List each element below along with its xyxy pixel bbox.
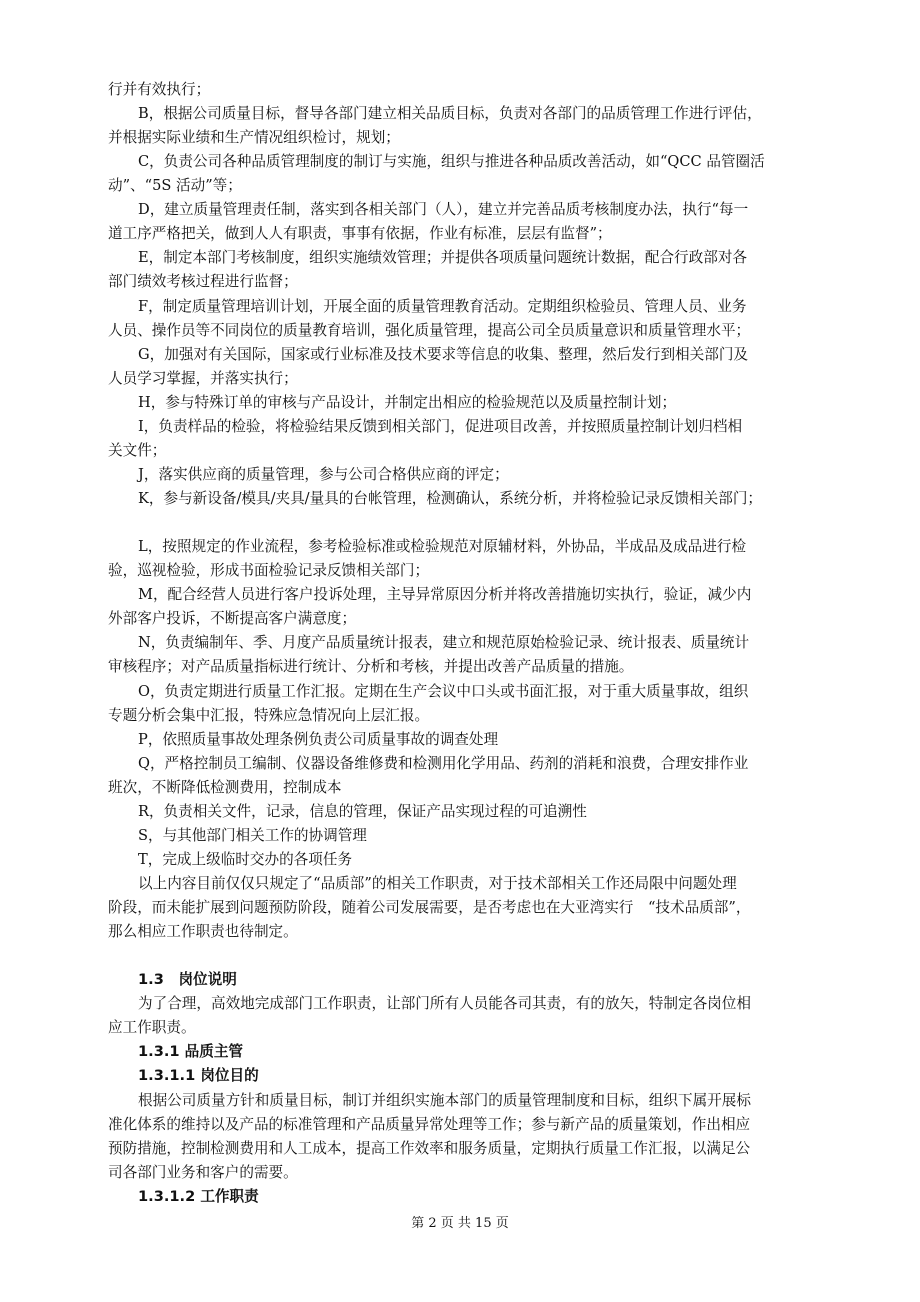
text-line: 阶段，而未能扩展到问题预防阶段，随着公司发展需要，是否考虑也在大亚湾实行 “技术品质部”， [108, 899, 751, 916]
text-line: 应工作职责。 [108, 1019, 196, 1036]
text-line: 班次，不断降低检测费用，控制成本 [108, 779, 342, 796]
text-line: 验，巡视检验，形成书面检验记录反馈相关部门； [108, 562, 430, 579]
text-line: G，加强对有关国际，国家或行业标准及技术要求等信息的收集、整理，然后发行到相关部门及 [138, 346, 749, 363]
text-line: M，配合经营人员进行客户投诉处理，主导异常原因分析并将改善措施切实执行，验证，减少内 [138, 586, 752, 603]
text-line: D，建立质量管理责任制，落实到各相关部门（人），建立并完善品质考核制度办法，执行“每一 [138, 201, 749, 218]
text-line: I，负责样品的检验，将检验结果反馈到相关部门，促进项目改善，并按照质量控制计划归档相 [138, 418, 743, 435]
section-heading: 1.3.1 品质主管 [138, 1043, 244, 1060]
text-line: 动”、“5S 活动”等； [108, 177, 242, 194]
text-line: O，负责定期进行质量工作汇报。定期在生产会议中口头或书面汇报，对于重大质量事故，组织 [138, 683, 749, 700]
text-line: L，按照规定的作业流程，参考检验标准或检验规范对原辅材料，外协品，半成品及成品进行检 [138, 538, 747, 555]
text-line: Q，严格控制员工编制、仪器设备维修费和检测用化学用品、药剂的消耗和浪费，合理安排作业 [138, 755, 749, 772]
text-line: 关文件； [108, 442, 167, 459]
text-line: 审核程序；对产品质量指标进行统计、分析和考核，并提出改善产品质量的措施。 [108, 658, 634, 675]
text-line: 那么相应工作职责也待制定。 [108, 923, 298, 940]
text-line: 专题分析会集中汇报，特殊应急情况向上层汇报。 [108, 707, 430, 724]
section-heading: 1.3.1.1 岗位目的 [138, 1067, 259, 1084]
text-line: 人员、操作员等不同岗位的质量教育培训，强化质量管理，提高公司全员质量意识和质量管理水平； [108, 322, 751, 339]
text-line: 预防措施，控制检测费用和人工成本，提高工作效率和服务质量，定期执行质量工作汇报，以满足公 [108, 1140, 751, 1157]
text-line: 司各部门业务和客户的需要。 [108, 1164, 298, 1181]
text-line: 准化体系的维持以及产品的标准管理和产品质量异常处理等工作；参与新产品的质量策划，作出相应 [108, 1116, 751, 1133]
text-line: S，与其他部门相关工作的协调管理 [138, 827, 367, 844]
text-line: T，完成上级临时交办的各项任务 [138, 851, 353, 868]
text-line: B，根据公司质量目标，督导各部门建立相关品质目标，负责对各部门的品质管理工作进行评估， [138, 105, 762, 122]
section-heading: 1.3.1.2 工作职责 [138, 1188, 259, 1205]
text-line: P，依照质量事故处理条例负责公司质量事故的调查处理 [138, 731, 499, 748]
text-line: N，负责编制年、季、月度产品质量统计报表，建立和规范原始检验记录、统计报表、质量统计 [138, 634, 750, 651]
text-line: E，制定本部门考核制度，组织实施绩效管理；并提供各项质量问题统计数据，配合行政部对各 [138, 249, 748, 266]
text-line: 以上内容目前仅仅只规定了“品质部”的相关工作职责，对于技术部相关工作还局限中问题处理 [138, 875, 737, 892]
text-line: K，参与新设备/模具/夹具/量具的台帐管理，检测确认，系统分析，并将检验记录反馈相关部门； [138, 490, 763, 507]
text-line: 道工序严格把关，做到人人有职责，事事有依据，作业有标准，层层有监督”； [108, 225, 612, 242]
text-line: 人员学习掌握，并落实执行； [108, 370, 298, 387]
text-line: C，负责公司各种品质管理制度的制订与实施，组织与推进各种品质改善活动，如“QCC 品管圈活 [138, 153, 765, 170]
text-line: 行并有效执行； [108, 81, 211, 98]
text-line: F，制定质量管理培训计划，开展全面的质量管理教育活动。定期组织检验员、管理人员、业务 [138, 298, 747, 315]
text-line: 部门绩效考核过程进行监督； [108, 273, 298, 290]
text-line: 外部客户投诉，不断提高客户满意度； [108, 610, 357, 627]
text-line: 并根据实际业绩和生产情况组织检讨，规划； [108, 129, 400, 146]
page-footer: 第 2 页 共 15 页 [411, 1216, 509, 1231]
text-line: R，负责相关文件，记录，信息的管理，保证产品实现过程的可追溯性 [138, 803, 587, 820]
text-line: 根据公司质量方针和质量目标，制订并组织实施本部门的质量管理制度和目标，组织下属开展标 [138, 1092, 751, 1109]
text-line: 为了合理，高效地完成部门工作职责，让部门所有人员能各司其责，有的放矢，特制定各岗位相 [138, 995, 751, 1012]
text-line: H，参与特殊订单的审核与产品设计，并制定出相应的检验规范以及质量控制计划； [138, 394, 677, 411]
text-line: J，落实供应商的质量管理，参与公司合格供应商的评定； [138, 466, 509, 483]
section-heading: 1.3 岗位说明 [138, 971, 237, 988]
